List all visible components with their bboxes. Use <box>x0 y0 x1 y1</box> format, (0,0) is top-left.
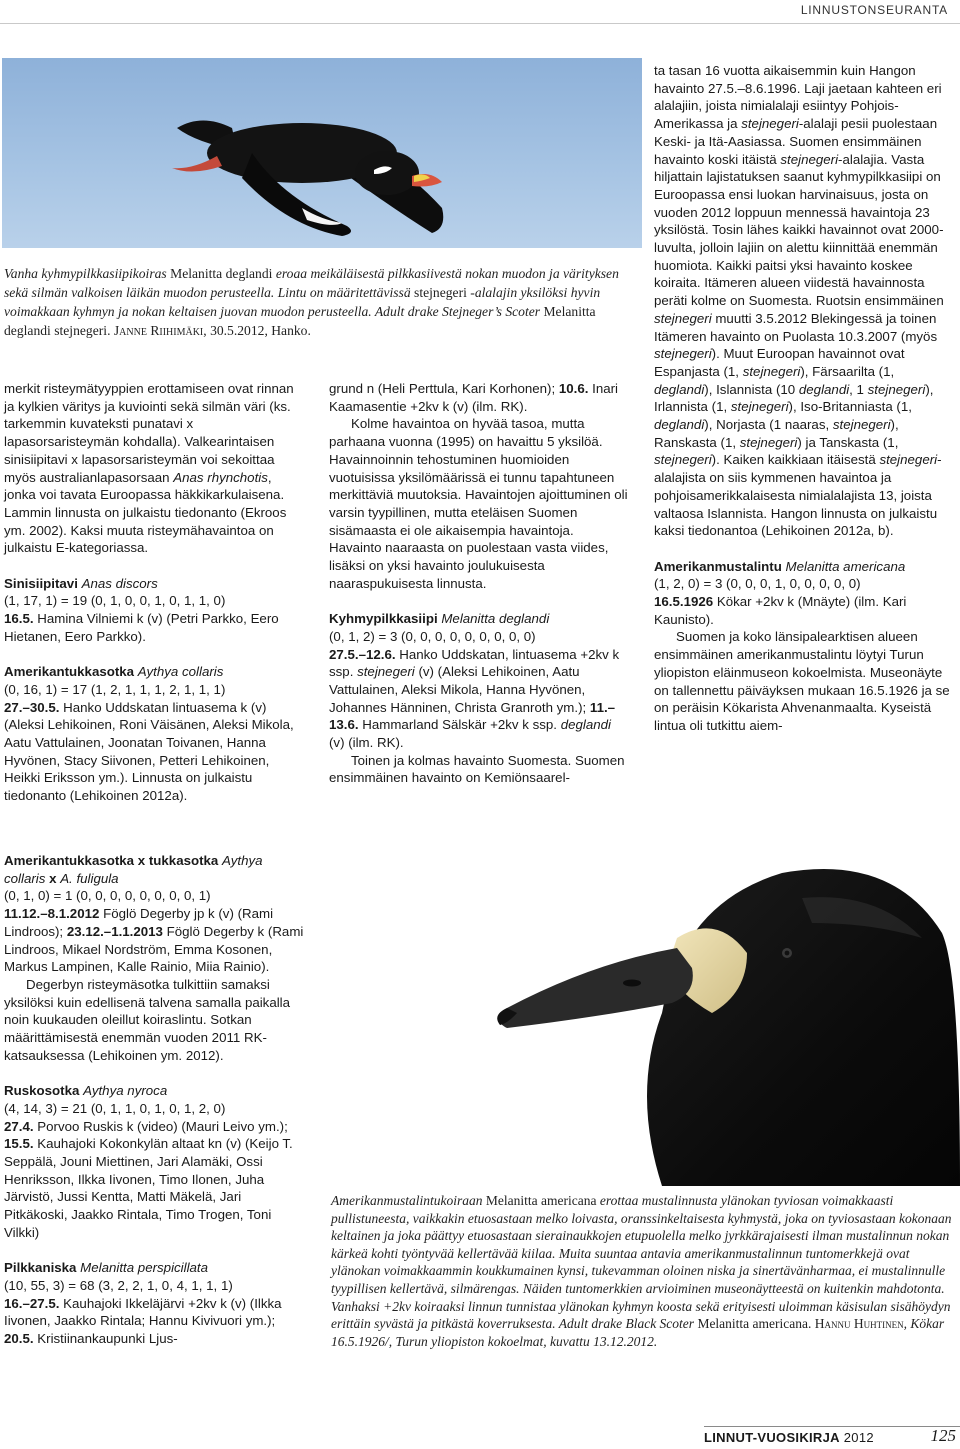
record-entry: 16.5. Hamina Vilniemi k (v) (Petri Parkko, Eero Hietanen, Eero Parkko). <box>4 611 279 644</box>
caption-species: Melanitta americana <box>697 1316 809 1332</box>
species-heading: Amerikantukkasotka x tukkasotka Aythya collaris x A. fuligula <box>4 853 263 886</box>
record-entry: 16.–27.5. Kauhajoki Ikkeläjärvi +2kv k (v) (Ilkka Iivonen, Jaakko Rintala; Hannu Kivivuori ym.); 20.5. Kristiinankaupunki Ljus- <box>4 1295 282 1346</box>
page-number: 125 <box>930 1426 956 1445</box>
text-column-2 <box>329 380 629 787</box>
caption-text: erottaa mustalinnusta ylänokan tyviosan voimakkaasti pullistuneesta, vaikkakin etuosastaan melko loivasta, oranssinkeltaisesta kyhmystä, joka on tyviosastaan kokonaan keltainen ja joka päättyy etuosastaan sierainaukkojen etupuolella melko jyrkkärajaisesti ilman mustalinnun nokan kärkeä kohti työntyvää kellertävää kiilaa. Muita suuntaa antavia amerikanmustalinnun tuntomerkkejä ovat ylänokan voimakkaammin koukkumainen kynsi, tukevamman oloinen niska ja sinertävänharmaa, ei mustalinnulle tyypillisen kellertävä, silmärengas. Näiden tuntomerkkien arvioiminen museonäytteestä on kuitenkin mahdotonta. Vanhaksi +2kv koiraaksi linnun tunnistaa ylänokan kyhmyn koosta sekä erityisesti uloimman käsisulan sisähöydyn erittäin syvästä ja pitkästä koverruksesta. Adult drake Black Scoter <box>331 1193 952 1332</box>
photographer-credit: Janne Riihimäki <box>113 323 204 338</box>
journal-name: LINNUT-VUOSIKIRJA 2012 <box>704 1430 874 1445</box>
species-counts: (0, 16, 1) = 17 (1, 2, 1, 1, 1, 2, 1, 1, 1) <box>4 681 226 697</box>
species-counts: (4, 14, 3) = 21 (0, 1, 1, 0, 1, 0, 1, 2, 0) <box>4 1100 226 1116</box>
text-column-1-lower <box>4 852 304 1348</box>
record-entry: 27.–30.5. Hanko Uddskatan lintuasema k (v) (Aleksi Lehikoinen, Roni Väisänen, Aleksi Mikola, Aatu Vattulainen, Joonatan Toivanen, Hanna Hyvönen, Stacy Siivonen, Petteri Lehikoinen, Heikki Eriksson ym.). Linnusta on julkaistu tiedonanto (Lehikoinen 2012a). <box>4 699 294 804</box>
caption-text: , Kökar 16.5.1926/, Turun yliopiston kokoelmat, kuvattu 13.12.2012. <box>331 1316 945 1349</box>
top-photo-caption <box>4 264 634 340</box>
species-counts: (0, 1, 2) = 3 (0, 0, 0, 0, 0, 0, 0, 0, 0) <box>329 628 536 644</box>
running-head-text: LINNUSTONSEURANTA <box>800 3 948 17</box>
caption-species: Melanitta americana <box>485 1193 597 1208</box>
caption-date: , 30.5.2012, Hanko. <box>203 323 311 338</box>
paragraph: Kolme havaintoa on hyvää tasoa, mutta parhaana vuonna (1995) on havaittu 5 yksilöä. Havainnoinnin tehostuminen huomioiden vuotuisissa yksilömäärissä ei tunnu tapahtuneen merkittäviä muutoksia. Havaintojen ajoittuminen oli varsin tyypillinen, mutta eteläisen Suomen sisämaasta ei ole aikaisempia havaintoja. Havainto naaraasta on puolestaan vasta viides, lisäksi on yksi havainto joulukuisesta naaraspukuisesta linnusta. <box>329 416 628 591</box>
caption-text: . <box>107 323 114 338</box>
species-counts: (0, 1, 0) = 1 (0, 0, 0, 0, 0, 0, 0, 0, 1) <box>4 888 211 904</box>
bottom-photo-caption <box>331 1192 956 1350</box>
paragraph: Suomen ja koko länsipalearktisen alueen ensimmäinen amerikanmustalintu löytyi Turun yliopiston eläinmuseon kokoelmista. Museonäyte on tallennettu päiväyksen mukaan 16.5.1926 ja se on peräisin Kökarista Ahvenanmaalta. Kyseistä lintua oli tutkittu aiem- <box>654 629 950 733</box>
record-entry: 11.12.–8.1.2012 Föglö Degerby jp k (v) (Rami Lindroos); 23.12.–1.1.2013 Föglö Degerby k (Rami Lindroos, Mikael Nordström, Emma Kosonen, Markus Lampinen, Kalle Rainio, Miia Rainio). <box>4 906 304 975</box>
species-heading: Pilkkaniska Melanitta perspicillata <box>4 1260 209 1276</box>
text-column-1 <box>4 380 304 805</box>
species-heading: Kyhmypilkkasiipi Melanitta deglandi <box>329 611 550 627</box>
caption-text: . <box>808 1316 815 1332</box>
species-heading: Amerikanmustalintu Melanitta americana <box>654 558 906 574</box>
species-counts: (10, 55, 3) = 68 (3, 2, 2, 1, 0, 4, 1, 1, 1) <box>4 1277 233 1293</box>
record-entry: 27.5.–12.6. Hanko Uddskatan, lintuasema +2kv k ssp. stejnegeri (v) (Aleksi Lehikoinen, Aatu Vattulainen, Aleksi Mikola, Hanna Hyvönen, Johannes Hänninen, Christa Granroth ym.); 11.–13.6. Hammarland Sälskär +2kv k ssp. deglandi (v) (ilm. RK). <box>329 646 620 751</box>
paragraph: Degerbyn risteymäsotka tulkittiin samaksi yksilöksi kuin edellisenä talvena samalla paikalla noin kuukauden oleillut koiraslintu. Sotkan määrittämisestä enemmän vuoden 2011 RK-katsauksessa (Lehikoinen ym. 2012). <box>4 976 291 1063</box>
species-heading: Ruskosotka Aythya nyroca <box>4 1083 168 1099</box>
caption-species: Melanitta deglandi <box>170 266 273 281</box>
caption-text: Amerikanmustalintukoiraan <box>331 1193 486 1208</box>
flying-scoter-photo <box>2 58 642 248</box>
record-entry: 27.4. Porvoo Ruskis k (video) (Mauri Leivo ym.); 15.5. Kauhajoki Kokonkylän altaat kn (v) (Keijo T. Seppälä, Jouni Miettinen, Jari Alamäki, Ossi Henriksson, Ilkka Iivonen, Timo Ilonen, Juha Järvistö, Jussi Kentta, Matti Mäkelä, Jari Pitkäkoski, Jaakko Rintala, Timo Trogen, Toni Vilkki) <box>4 1118 293 1240</box>
species-counts: (1, 17, 1) = 19 (0, 1, 0, 0, 1, 0, 1, 1, 0) <box>4 593 226 609</box>
text-column-3 <box>654 62 954 735</box>
paragraph: merkit risteymätyyppien erottamiseen ovat rinnan ja kylkien väritys ja kuviointi sekä silmän väri (ks. tarkemmin kuvateksti punatavi x lapasorsaristeymän kohdalla). Valkearintaisen sinisiipitavi x lapasorsaristeymän voi sekoittaa myös australianlapasorsaan Anas rhynchotis, jonka voi tavata Euroopassa häkkikarkulaisena. Lammin linnusta on julkaistu tiedonanto (Ekroos ym. 2002). Kaksi muuta risteymähavaintoa on julkaistu E-kategoriassa. <box>4 381 294 556</box>
caption-text: Vanha kyhmypilkkasiipikoiras <box>4 266 171 281</box>
species-heading: Sinisiipitavi Anas discors <box>4 575 158 591</box>
caption-species: Melanitta deglandi stejnegeri <box>4 304 596 338</box>
paragraph: ta tasan 16 vuotta aikaisemmin kuin Hangon havainto 27.5.–8.6.1996. Laji jaetaan kahteen eri alalajiin, joista nimialalaji esiintyy Pohjois-Amerikassa ja stejnegeri-alalaji pesii puolestaan Keski- ja Itä-Aasiassa. Suomen ensimmäinen havainto koski itäistä stejnegeri-alalajia. Vasta hiljattain lajistatuksen saanut kyhmypilkkasiipi on Euroopassa ensi luokan harvinaisuus, josta on vuoden 2012 loppuun mennessä havaintoja 23 yksilöstä. Tosin lähes kaikki havainnot ovat 2000-luvulta, jolloin lajiin on alettu kiinnittää enemmän huomiota. Kaikki paitsi yksi havainto koskee koiraita. Itämeren alueen viidestä havainnosta peräti kolme on Suomesta. Ruotsin ensimmäinen stejnegeri muutti 3.5.2012 Blekingessä ja toinen Itämeren havainto on Puolasta 10.3.2007 (myös stejnegeri). Muut Euroopan havainnot ovat Espanjasta (1, stejnegeri), Färsaarilta (1, deglandi), Islannista (10 deglandi, 1 stejnegeri), Irlannista (1, stejnegeri), Iso-Britanniasta (1, deglandi), Norjasta (1 naaras, stejnegeri), Ranskasta (1, stejnegeri) ja Tanskasta (1, stejnegeri). Kaiken kaikkiaan itäisestä stejnegeri-alalajista on siis kymmenen havaintoa ja pohjoisamerikkalaisesta nimialalajista 13, joista valtaosa Islannista. Hangon linnusta on julkaistu kaksi tiedonantoa (Lehikoinen 2012a, b). <box>654 63 944 539</box>
paragraph: Toinen ja kolmas havainto Suomesta. Suomen ensimmäinen havainto on Kemiönsaarel- <box>329 752 625 786</box>
page-footer <box>704 1428 958 1446</box>
footer-rule <box>704 1426 960 1427</box>
species-heading: Amerikantukkasotka Aythya collaris <box>4 664 224 680</box>
running-head <box>0 0 960 24</box>
record-entry: grund n (Heli Perttula, Kari Korhonen); 10.6. Inari Kaamasentie +2kv k (v) (ilm. RK). <box>329 381 618 414</box>
scoter-head-photo <box>332 843 960 1186</box>
scoter-head-icon <box>332 843 960 1186</box>
caption-subspecies: stejnegeri <box>414 285 467 300</box>
caption-text: eroaa meikäläisestä pilkkasiivestä nokan muodon ja värityksen sekä silmän valkoisen läikän muodon perusteella. Lintu on määritettävissä <box>4 266 619 300</box>
species-counts: (1, 2, 0) = 3 (0, 0, 0, 1, 0, 0, 0, 0, 0) <box>654 576 861 592</box>
caption-text: -alalajin yksilöksi hyvin voimakkaan kyhmyn ja nokan keltaisen juovan muodon perusteella. Adult drake Stejneger’s Scoter <box>4 285 601 319</box>
flying-scoter-icon <box>2 58 642 248</box>
photographer-credit: Hannu Huhtinen <box>814 1316 904 1332</box>
record-entry: 16.5.1926 Kökar +2kv k (Mnäyte) (ilm. Kari Kaunisto). <box>654 594 907 627</box>
